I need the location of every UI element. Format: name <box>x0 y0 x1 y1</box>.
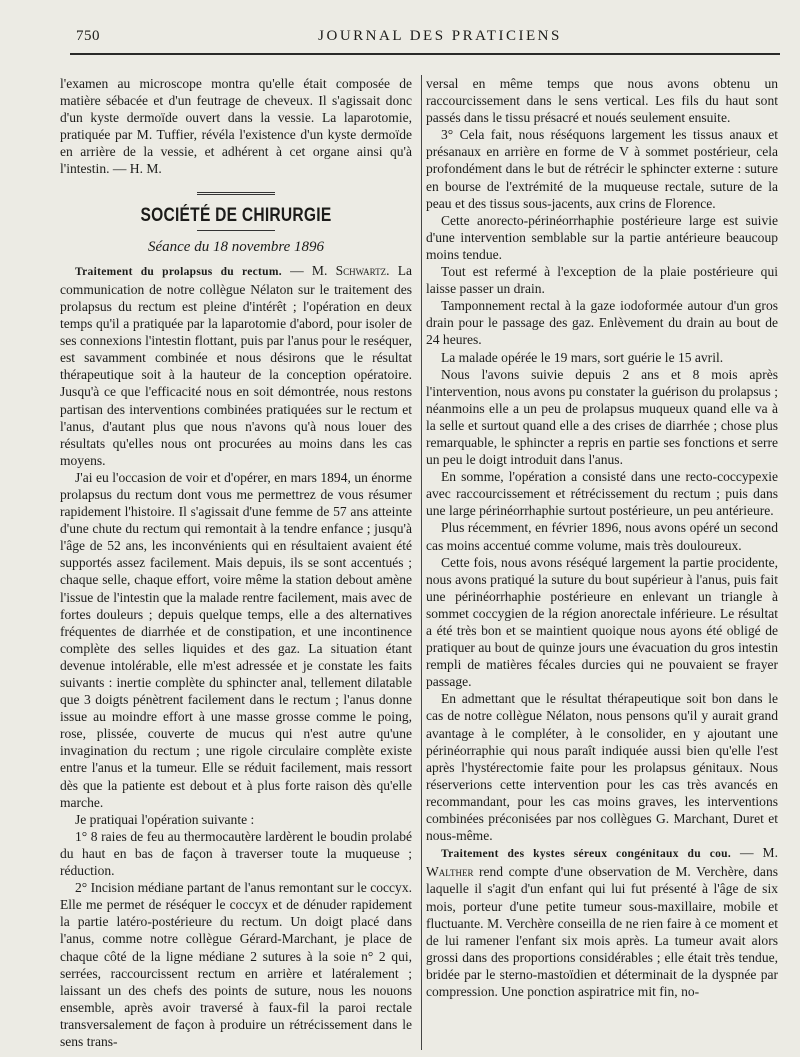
paragraph: La malade opérée le 19 mars, sort guérie le 15 avril. <box>441 349 724 365</box>
session-date: Séance du 18 novembre 1896 <box>147 238 325 255</box>
ornament-rule <box>197 192 275 197</box>
paragraph: Je pratiquai l'opération suivante : <box>75 811 255 827</box>
topic-dash: — M. <box>731 845 778 861</box>
ornament-rule <box>197 230 275 231</box>
topic-author: Schwartz. <box>335 262 390 278</box>
left-column <box>60 75 412 1050</box>
paragraph: l'examen au microscope montra qu'elle était composée de matière sébacée et d'un feutrage de cheveux. Il s'agissait donc d'un kyste dermoïde ouvert dans la vessie. La laparotomie, pratiquée par M. Tuffier, révéla l'existence d'un kyste dermoïde en arrière de la vessie, et adhérent à cet organe ainsi qu'à l'intestin. — H. M. <box>60 76 412 177</box>
right-column <box>426 75 778 1000</box>
paragraph: En admettant que le résultat thérapeutique soit bon dans le cas de notre collègue Nélaton, nous pensons qu'il y aurait grand avantage à le compléter, à le consolider, en y ajoutant une périnéorraphie qui nous paraît indiquée aussi bien qu'elle l'est après l'hystérectomie faite pour les prolapsus génitaux. Nous réserverions cette intervention pour les cas très avancés en recommandant, pour les cas moins graves, les interventions combinées préconisées par nos collègues G. Marchant, Duret et nous-même. <box>426 691 778 844</box>
paragraph-text: La communication de notre collègue Nélaton sur le traitement des prolapsus du rectum est pleine d'intérêt ; l'opération en deux temps qu'il a pratiquée par la laparotomie d'abord, pour isoler de ses connexions l'intestin flottant, puis par l'anus pour le reséquer, est savamment combinée et nous désirons que le résultat thérapeutique soit à la hauteur de la conception opératoire. Jusqu'à ce que l'efficacité nous en soit démontrée, nous restons partisan des interventions combinées pratiquées sur le rectum et l'anus, d'autant plus que nous n'avons qu'à nous louer des résultats qu'elles nous ont procurées au moins dans les cas moyens. <box>60 262 412 468</box>
paragraph: Tout est refermé à l'exception de la plaie postérieure qui laisse passer un drain. <box>426 264 778 297</box>
paragraph-text: rend compte d'une observation de M. Verchère, dans laquelle il s'agit d'un enfant qui lui fut présenté à l'âge de six mois, porteur d'une petite tumeur sous-maxillaire, mobile et fluctuante. M. Verchère conseilla de ne rien faire à ce moment et de lui ramener l'enfant six mois après. La tumeur avait alors grossi dans des proportions considérables ; elle était très tendue, bridée par le sterno-mastoïdien et déterminait de la dyspnée par compression. Une ponction aspiratrice mit fin, no- <box>426 864 778 999</box>
page-header <box>70 28 770 52</box>
topic-title: Traitement du prolapsus du rectum. <box>75 265 282 278</box>
running-title: JOURNAL DES PRATICIENS <box>318 28 562 44</box>
page-number: 750 <box>76 28 100 44</box>
column-divider <box>421 75 422 1050</box>
paragraph <box>426 844 778 1000</box>
topic-dash: — M. <box>281 262 336 278</box>
paragraph: versal en même temps que nous avons obtenu un raccourcissement dans le sens vertical. Les fils du haut sont passés dans le tissu présacré et noués seulement ensuite. <box>426 76 778 126</box>
paragraph: 3° Cela fait, nous réséquons largement les tissus anaux et présanaux en arrière en forme de V à sommet postérieur, cela profondément dans le but de rétrécir le sphincter externe : suture en bourse de l'extrémité de la muqueuse rectale, suture de la peau et des tissus sous-jacents, aux crins de Florence. <box>426 127 778 211</box>
paragraph: J'ai eu l'occasion de voir et d'opérer, en mars 1894, un énorme prolapsus du rectum dont vous me permettrez de vous résumer rapidement l'histoire. Il s'agissait d'une femme de 57 ans atteinte d'une chute du rectum qui remontait à la tendre enfance ; jusqu'à l'âge de 52 ans, les inconvénients qui en résultaient avaient été supportés assez facilement. Mais depuis, ils se sont accentués ; chaque selle, chaque effort, voire même la station debout amène l'issue de l'intestin que la malade rentre facilement, mais avec de fortes douleurs ; depuis quelque temps, elle a des alternatives fréquentes de diarrhée et de constipation, et une incontinence complète des selles liquides et des gaz. La situation étant devenue intolérable, elle m'est adressée et je constate les faits suivants : inertie complète du sphincter anal, tellement dilatable que 3 doigts pénètrent facilement dans le rectum ; l'anus donne issue au moindre effort à une masse grosse comme le poing, rose, plissée, couverte de mucus qui n'est autre qu'une invagination du rectum ; une rigole circulaire complète existe entre l'anus et la tumeur. Elle se réduit facilement, mais ressort dès que la patiente est debout et à plus forte raison dès qu'elle marche. <box>60 469 412 810</box>
paragraph: Cette fois, nous avons réséqué largement la partie procidente, nous avons pratiqué la suture du bout supérieur à l'anus, puis fait une périnéorrhaphie postérieure en enlevant un triangle à sommet coccygien de la région anorectale inférieure. Le résultat a été très bon et se maintient quoique nous ayons été obligé de pratiquer au bout de quinze jours une évacuation du gros intestin rempli de matières fécales durcies qui ne pouvaient se frayer passage. <box>426 554 778 690</box>
paragraph: Cette anorecto-périnéorrhaphie postérieure large est suivie d'une intervention semblable sur la partie antérieure beaucoup moins tendue. <box>426 212 778 262</box>
header-rule <box>70 53 780 55</box>
paragraph: 2° Incision médiane partant de l'anus remontant sur le coccyx. Elle me permet de réséquer le coccyx et de dénuder rapidement la partie latéro-postérieure du rectum. Un doigt placé dans l'anus, comme notre collègue Gérard-Marchant, je place de chaque côté de la ligne médiane 2 sutures à la soie n° 2 qui, serrées, raccourcissent rectum en arrière et latéralement ; laissant un des chefs des points de suture, nous les nouons ensemble, après avoir traversé à faux-fil la paroi rectale transversalement de façon à produire un rétrécissement dans le sens trans- <box>60 880 412 1049</box>
paragraph: En somme, l'opération a consisté dans une recto-coccypexie avec raccourcissement et rétrécissement du rectum ; puis dans une large périnéorrhaphie surtout postérieure, un peu antérieure. <box>426 469 778 519</box>
paragraph: 1° 8 raies de feu au thermocautère lardèrent le boudin prolabé du haut en bas de façon à traverser toute la muqueuse ; réduction. <box>60 828 412 879</box>
paragraph: Nous l'avons suivie depuis 2 ans et 8 mois après l'intervention, nous avons pu constater la guérison du prolapsus ; néanmoins elle a un peu de prolapsus muqueux quand elle va à la selle et surtout quand elle a des crises de diarrhée ; chose plus remarquable, le sphincter a repris en partie ses fonctions et serre un peu le doigt introduit dans l'anus. <box>426 366 778 468</box>
paragraph: Plus récemment, en février 1896, nous avons opéré un second cas moins accentué comme volume, mais très douloureux. <box>426 520 778 553</box>
topic-title: Traitement des kystes séreux congénitaux du cou. <box>441 848 732 861</box>
paragraph <box>60 262 412 469</box>
topic-author: Walther <box>426 864 474 880</box>
section-title: SOCIÉTÉ DE CHIRURGIE <box>140 204 332 226</box>
paragraph: Tamponnement rectal à la gaze iodoformée autour d'un gros drain pour le passage des gaz. Enlèvement du drain au bout de 24 heures. <box>426 298 778 348</box>
